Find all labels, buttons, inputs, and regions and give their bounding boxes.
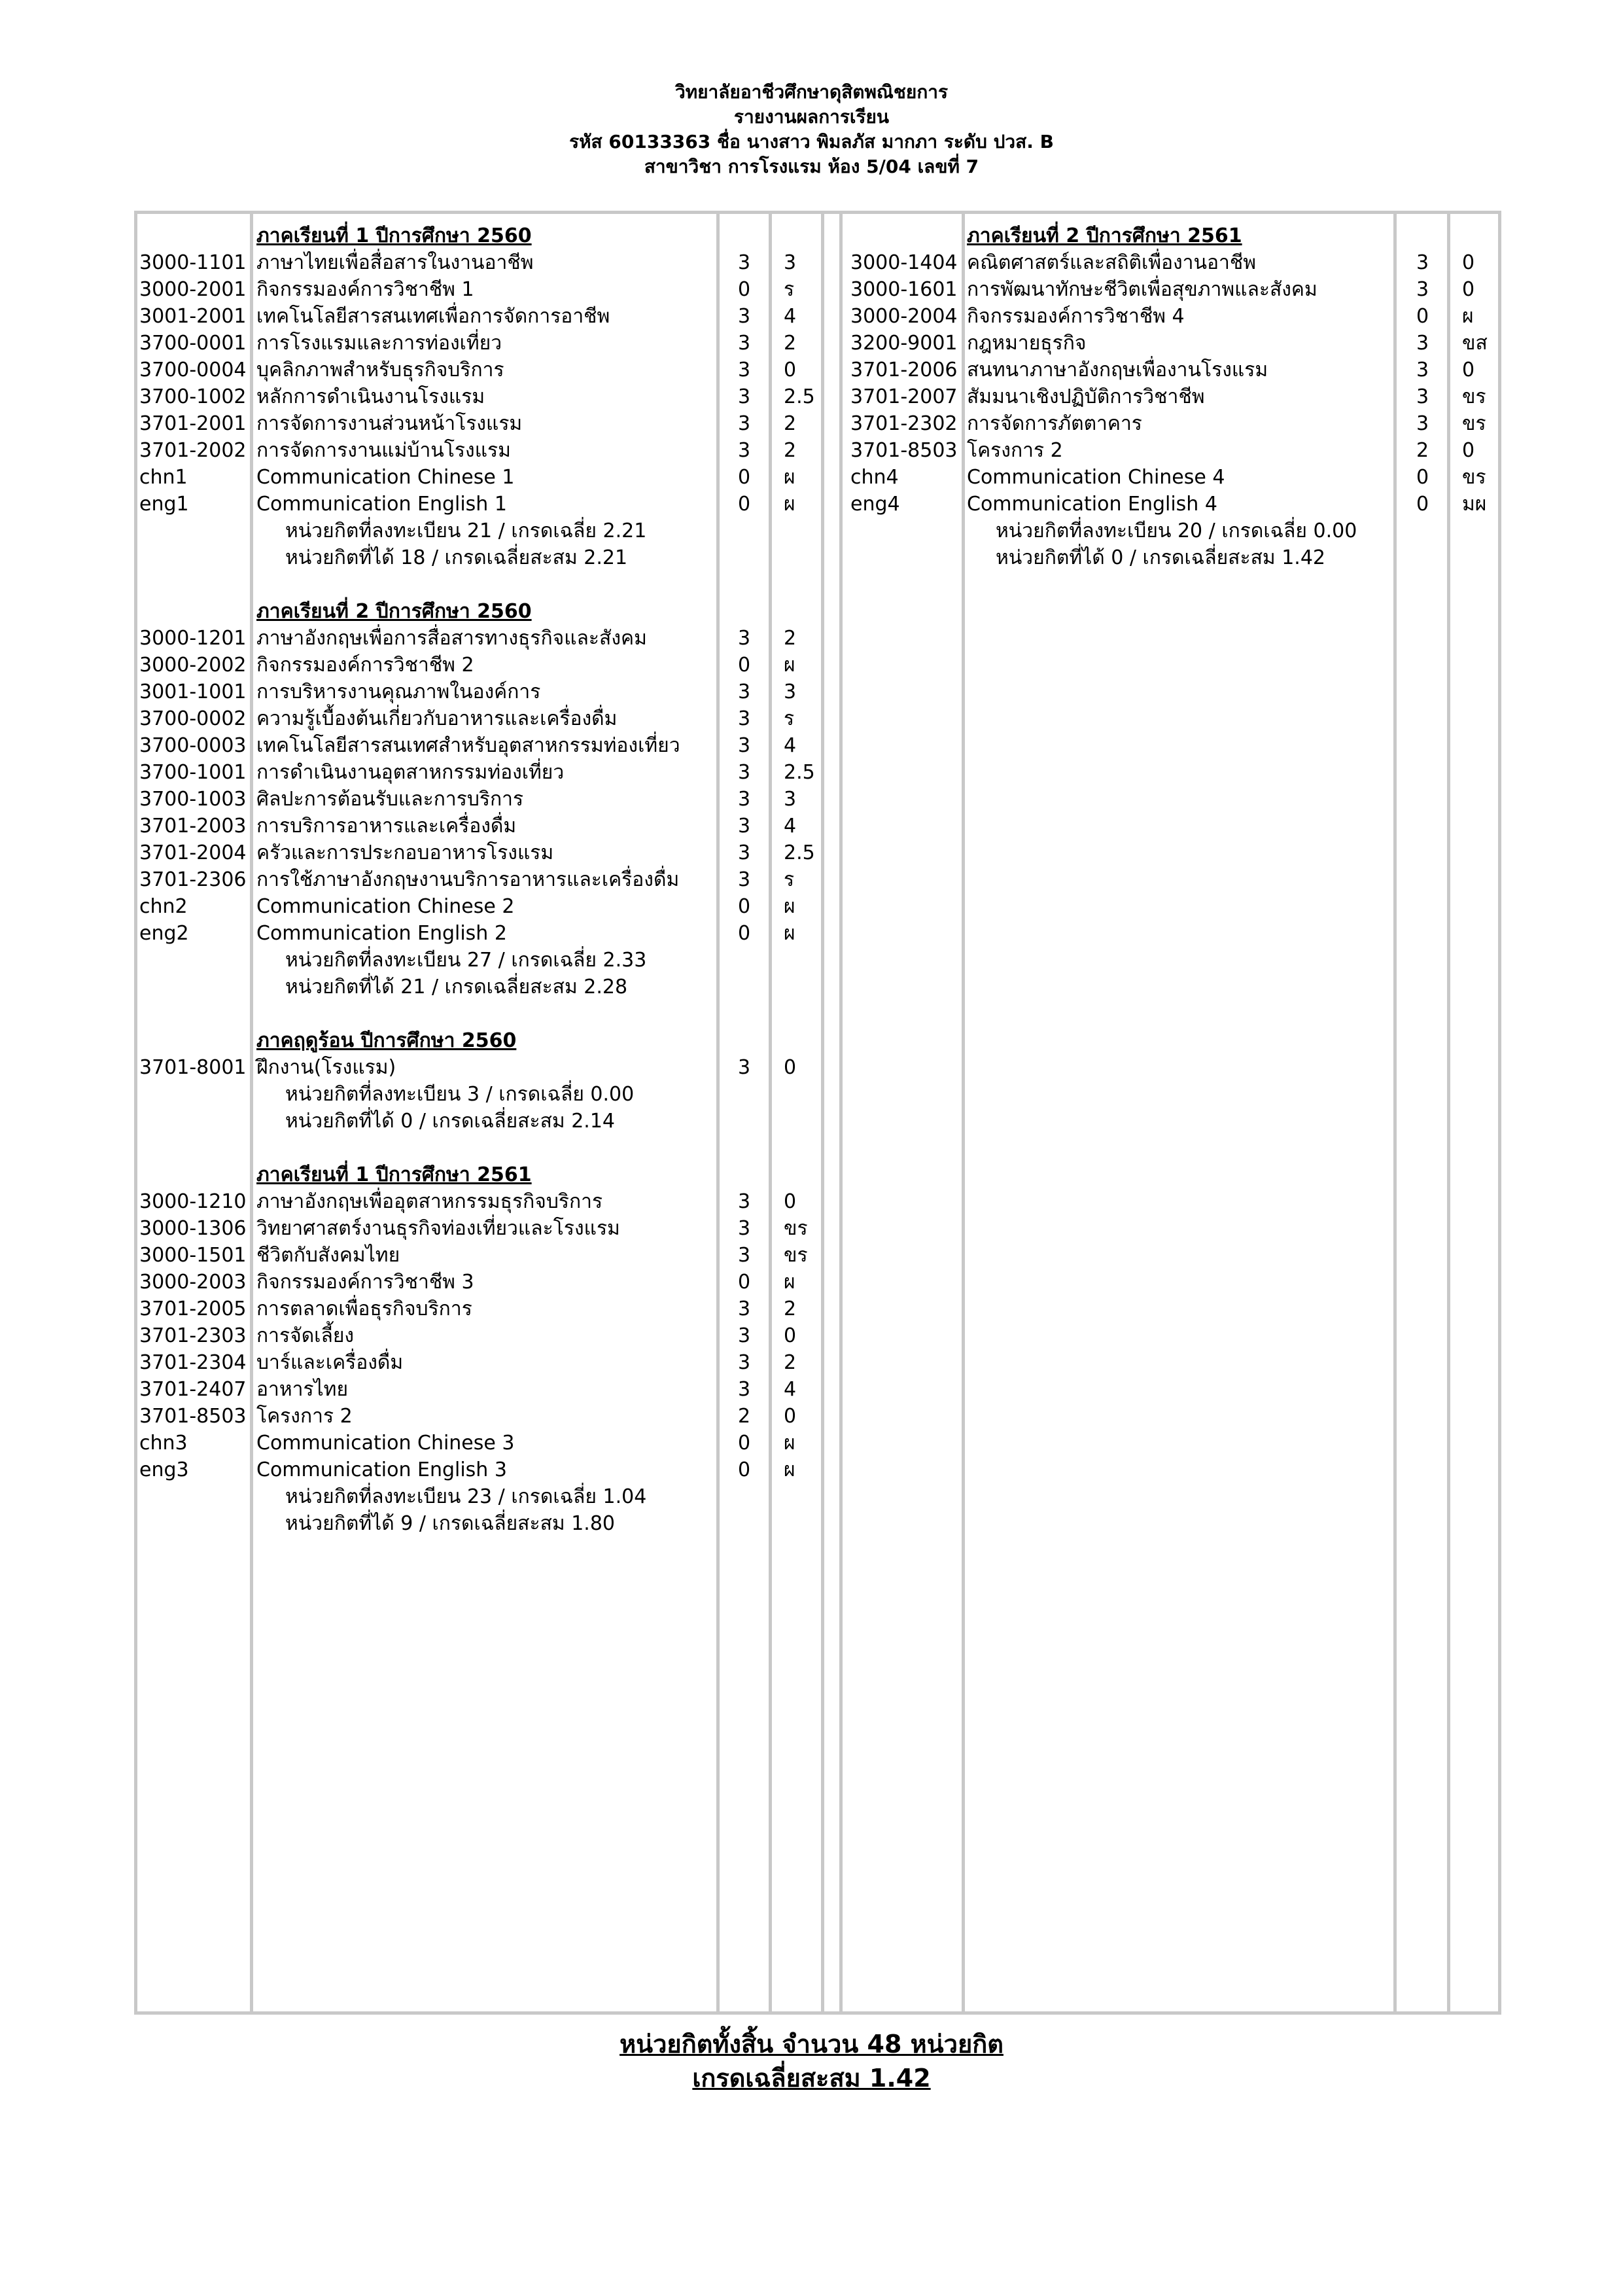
course-credit: 3 (738, 412, 751, 435)
course-grade: 4 (784, 815, 797, 838)
course-code: 3700-0003 (139, 734, 247, 757)
course-code: 3700-1003 (139, 788, 247, 811)
spacer (139, 1510, 252, 1537)
spacer (1416, 518, 1442, 544)
semester-registered-summary: หน่วยกิตที่ลงทะเบียน 21 / เกรดเฉลี่ย 2.21 (285, 520, 647, 542)
spacer (1462, 544, 1501, 571)
course-grade: 0 (784, 1324, 797, 1347)
course-name: การตลาดเพื่อธุรกิจบริการ (256, 1298, 472, 1320)
course-name: ภาษาอังกฤษเพื่อการสื่อสารทางธุรกิจและสังคม (256, 627, 647, 650)
course-code: 3000-2002 (139, 654, 247, 677)
course-code: 3701-2304 (139, 1351, 247, 1374)
course-credit: 3 (738, 1324, 751, 1347)
course-grade: ผ (784, 466, 795, 489)
course-code: 3701-2002 (139, 439, 247, 462)
left-code-column (139, 222, 252, 1537)
spacer (784, 1483, 823, 1510)
course-name: การพัฒนาทักษะชีวิตเพื่อสุขภาพและสังคม (967, 278, 1318, 301)
spacer (784, 571, 823, 598)
semester-title: ภาคเรียนที่ 1 ปีการศึกษา 2560 (256, 224, 532, 247)
course-code: 3701-2306 (139, 868, 247, 891)
course-credit: 3 (738, 761, 751, 784)
spacer (139, 974, 252, 1000)
course-grade: 0 (784, 1405, 797, 1428)
course-name: เทคโนโลยีสารสนเทศสำหรับอุตสาหกรรมท่องเที่ยว (256, 734, 680, 757)
course-name: Communication English 1 (256, 493, 507, 516)
spacer (850, 544, 963, 571)
course-code: 3701-2302 (850, 412, 958, 435)
column-divider (1393, 211, 1397, 2015)
course-grade: มผ (1462, 493, 1487, 516)
right-name-column (967, 222, 1392, 571)
course-name: บุคลิกภาพสำหรับธุรกิจบริการ (256, 359, 504, 381)
spacer (738, 1135, 764, 1161)
course-code: chn4 (850, 466, 899, 489)
spacer (784, 974, 823, 1000)
semester-title: ภาคเรียนที่ 2 ปีการศึกษา 2561 (967, 224, 1242, 247)
course-grade: ผ (784, 493, 795, 516)
course-code: 3000-1404 (850, 251, 958, 274)
course-grade: ผ (784, 922, 795, 945)
course-name: Communication English 4 (967, 493, 1217, 516)
spacer (139, 1483, 252, 1510)
course-credit: 0 (1416, 305, 1429, 328)
course-code: chn3 (139, 1432, 188, 1455)
course-code: eng2 (139, 922, 189, 945)
course-code: 3701-8001 (139, 1056, 247, 1079)
course-credit: 3 (738, 707, 751, 730)
column-divider (769, 211, 772, 2015)
spacer (784, 1000, 823, 1027)
course-code: 3000-1210 (139, 1190, 247, 1213)
course-code: 3700-1002 (139, 385, 247, 408)
report-title: รายงานผลการเรียน (733, 106, 890, 128)
course-name: การใช้ภาษาอังกฤษงานบริการอาหารและเครื่องดื่ม (256, 868, 680, 891)
course-code: 3701-2303 (139, 1324, 247, 1347)
report-header (0, 80, 1623, 179)
course-name: ภาษาอังกฤษเพื่ออุตสาหกรรมธุรกิจบริการ (256, 1190, 603, 1213)
course-code: 3001-2001 (139, 305, 247, 328)
college-name: วิทยาลัยอาชีวศึกษาดุสิตพณิชยการ (674, 81, 949, 103)
course-code: 3701-2006 (850, 359, 958, 381)
spacer (139, 518, 252, 544)
course-code: 3701-2407 (139, 1378, 247, 1401)
course-name: ชีวิตกับสังคมไทย (256, 1244, 400, 1267)
course-credit: 3 (738, 385, 751, 408)
course-grade: ผ (784, 1271, 795, 1294)
course-name: ครัวและการประกอบอาหารโรงแรม (256, 841, 554, 864)
course-name: อาหารไทย (256, 1378, 349, 1401)
course-grade: ร (784, 707, 795, 730)
course-credit: 3 (738, 841, 751, 864)
course-grade: ผ (784, 1432, 795, 1455)
course-credit: 3 (738, 305, 751, 328)
course-credit: 3 (738, 1298, 751, 1320)
course-grade: 3 (784, 251, 797, 274)
course-name: หลักการดำเนินงานโรงแรม (256, 385, 485, 408)
spacer (738, 598, 764, 625)
course-credit: 3 (738, 1217, 751, 1240)
spacer (139, 1108, 252, 1135)
course-code: 3000-2001 (139, 278, 247, 301)
course-credit: 0 (738, 1432, 751, 1455)
course-credit: 3 (1416, 251, 1429, 274)
course-code: 3700-0002 (139, 707, 247, 730)
course-grade: ขร (1462, 385, 1486, 408)
spacer (1462, 518, 1501, 544)
spacer (139, 1000, 252, 1027)
spacer (784, 518, 823, 544)
course-name: วิทยาศาสตร์งานธุรกิจท่องเที่ยวและโรงแรม (256, 1217, 620, 1240)
course-grade: 0 (784, 359, 797, 381)
course-grade: 0 (784, 1190, 797, 1213)
program-info: สาขาวิชา การโรงแรม ห้อง 5/04 เลขที่ 7 (644, 156, 979, 177)
course-name: การบริหารงานคุณภาพในองค์การ (256, 680, 541, 703)
course-credit: 0 (738, 278, 751, 301)
spacer (738, 1108, 764, 1135)
spacer (784, 1108, 823, 1135)
course-code: chn2 (139, 895, 188, 918)
course-grade: 2 (784, 332, 797, 355)
course-credit: 3 (738, 734, 751, 757)
course-credit: 3 (738, 680, 751, 703)
semester-title: ภาคฤดูร้อน ปีการศึกษา 2560 (256, 1029, 517, 1052)
spacer (784, 598, 823, 625)
course-credit: 2 (1416, 439, 1429, 462)
course-credit: 3 (738, 788, 751, 811)
course-name: การจัดเลี้ยง (256, 1324, 355, 1347)
semester-earned-summary: หน่วยกิตที่ได้ 0 / เกรดเฉลี่ยสะสม 1.42 (996, 546, 1326, 569)
course-name: เทคโนโลยีสารสนเทศเพื่อการจัดการอาชีพ (256, 305, 610, 328)
spacer (139, 1027, 252, 1054)
course-name: การจัดการงานแม่บ้านโรงแรม (256, 439, 511, 462)
course-code: 3000-2004 (850, 305, 958, 328)
spacer (850, 518, 963, 544)
course-name: กฎหมายธุรกิจ (967, 332, 1087, 355)
semester-title: ภาคเรียนที่ 1 ปีการศึกษา 2561 (256, 1163, 532, 1186)
course-name: การดำเนินงานอุตสาหกรรมท่องเที่ยว (256, 761, 565, 784)
course-code: 3701-2005 (139, 1298, 247, 1320)
course-grade: ร (784, 868, 795, 891)
semester-earned-summary: หน่วยกิตที่ได้ 0 / เกรดเฉลี่ยสะสม 2.14 (285, 1110, 616, 1133)
spacer (1416, 222, 1442, 249)
course-name: โครงการ 2 (967, 439, 1063, 462)
course-credit: 3 (738, 439, 751, 462)
semester-earned-summary: หน่วยกิตที่ได้ 18 / เกรดเฉลี่ยสะสม 2.21 (285, 546, 628, 569)
semester-title: ภาคเรียนที่ 2 ปีการศึกษา 2560 (256, 600, 532, 623)
course-credit: 3 (738, 868, 751, 891)
spacer (850, 222, 963, 249)
course-credit: 3 (738, 627, 751, 650)
course-name: ศิลปะการต้อนรับและการบริการ (256, 788, 524, 811)
course-code: chn1 (139, 466, 188, 489)
course-name: การโรงแรมและการท่องเที่ยว (256, 332, 502, 355)
semester-registered-summary: หน่วยกิตที่ลงทะเบียน 23 / เกรดเฉลี่ย 1.04 (285, 1485, 647, 1508)
course-grade: ขส (1462, 332, 1488, 355)
transcript-footer (0, 2027, 1623, 2095)
spacer (738, 1483, 764, 1510)
spacer (738, 1081, 764, 1108)
spacer (1462, 222, 1501, 249)
course-name: ความรู้เบื้องต้นเกี่ยวกับอาหารและเครื่องดื่ม (256, 707, 618, 730)
course-name: Communication Chinese 4 (967, 466, 1225, 489)
course-grade: 2.5 (784, 385, 815, 408)
course-credit: 3 (1416, 332, 1429, 355)
course-grade: ขร (784, 1244, 808, 1267)
course-code: 3701-2004 (139, 841, 247, 864)
total-credits: หน่วยกิตทั้งสิ้น จำนวน 48 หน่วยกิต (620, 2030, 1003, 2058)
spacer (139, 947, 252, 974)
course-code: eng1 (139, 493, 189, 516)
spacer (784, 544, 823, 571)
spacer (738, 1161, 764, 1188)
left-credit-column (738, 222, 764, 1537)
course-grade: 2 (784, 412, 797, 435)
course-grade: 2.5 (784, 761, 815, 784)
course-code: 3000-1306 (139, 1217, 247, 1240)
spacer (784, 947, 823, 974)
course-credit: 0 (738, 1271, 751, 1294)
course-code: 3701-2001 (139, 412, 247, 435)
left-grade-column (784, 222, 823, 1537)
course-grade: 0 (1462, 439, 1475, 462)
course-credit: 3 (1416, 359, 1429, 381)
course-credit: 0 (738, 922, 751, 945)
course-name: สนทนาภาษาอังกฤษเพื่องานโรงแรม (967, 359, 1268, 381)
course-credit: 3 (738, 1056, 751, 1079)
course-name: ฝึกงาน(โรงแรม) (256, 1056, 396, 1079)
left-name-column (256, 222, 714, 1537)
course-code: 3200-9001 (850, 332, 958, 355)
course-grade: 4 (784, 305, 797, 328)
course-name: สัมมนาเชิงปฏิบัติการวิชาชีพ (967, 385, 1205, 408)
course-grade: ผ (784, 1458, 795, 1481)
spacer (784, 1081, 823, 1108)
course-name: Communication Chinese 2 (256, 895, 515, 918)
course-code: 3000-1201 (139, 627, 247, 650)
course-code: 3000-2003 (139, 1271, 247, 1294)
column-divider (839, 211, 843, 2015)
course-grade: ขร (784, 1217, 808, 1240)
spacer (738, 544, 764, 571)
course-credit: 0 (738, 1458, 751, 1481)
column-divider (1447, 211, 1450, 2015)
spacer (738, 1027, 764, 1054)
course-code: 3701-8503 (139, 1405, 247, 1428)
spacer (1416, 544, 1442, 571)
course-code: 3701-2003 (139, 815, 247, 838)
course-grade: ผ (784, 895, 795, 918)
spacer (784, 1135, 823, 1161)
course-grade: ร (784, 278, 795, 301)
course-code: 3701-8503 (850, 439, 958, 462)
course-code: 3001-1001 (139, 680, 247, 703)
course-credit: 3 (1416, 412, 1429, 435)
spacer (738, 1510, 764, 1537)
course-grade: 0 (1462, 251, 1475, 274)
course-grade: 4 (784, 734, 797, 757)
course-grade: 2 (784, 1351, 797, 1374)
spacer (784, 1027, 823, 1054)
course-credit: 3 (738, 815, 751, 838)
spacer (256, 1000, 714, 1027)
semester-earned-summary: หน่วยกิตที่ได้ 21 / เกรดเฉลี่ยสะสม 2.28 (285, 976, 628, 998)
course-grade: 3 (784, 680, 797, 703)
course-credit: 0 (1416, 493, 1429, 516)
course-name: กิจกรรมองค์การวิชาชีพ 2 (256, 654, 474, 677)
course-code: eng3 (139, 1458, 189, 1481)
course-grade: 2.5 (784, 841, 815, 864)
course-name: Communication English 3 (256, 1458, 507, 1481)
column-divider (716, 211, 720, 2015)
course-code: 3000-1501 (139, 1244, 247, 1267)
course-credit: 3 (738, 251, 751, 274)
course-credit: 0 (738, 895, 751, 918)
course-credit: 3 (738, 1378, 751, 1401)
course-credit: 3 (1416, 385, 1429, 408)
course-grade: 2 (784, 627, 797, 650)
course-grade: 2 (784, 439, 797, 462)
course-name: การจัดการงานส่วนหน้าโรงแรม (256, 412, 523, 435)
course-grade: 0 (1462, 359, 1475, 381)
course-grade: 3 (784, 788, 797, 811)
course-name: กิจกรรมองค์การวิชาชีพ 3 (256, 1271, 474, 1294)
spacer (784, 1161, 823, 1188)
course-code: 3700-0001 (139, 332, 247, 355)
spacer (139, 222, 252, 249)
course-grade: 0 (1462, 278, 1475, 301)
course-code: 3700-0004 (139, 359, 247, 381)
course-name: Communication Chinese 1 (256, 466, 515, 489)
course-name: กิจกรรมองค์การวิชาชีพ 1 (256, 278, 474, 301)
course-grade: ขร (1462, 412, 1486, 435)
semester-earned-summary: หน่วยกิตที่ได้ 9 / เกรดเฉลี่ยสะสม 1.80 (285, 1512, 616, 1535)
course-grade: ขร (1462, 466, 1486, 489)
course-credit: 2 (738, 1405, 751, 1428)
spacer (139, 571, 252, 598)
spacer (738, 518, 764, 544)
course-credit: 3 (738, 359, 751, 381)
spacer (738, 571, 764, 598)
course-credit: 0 (738, 493, 751, 516)
course-credit: 0 (738, 654, 751, 677)
course-grade: ผ (1462, 305, 1474, 328)
spacer (139, 1161, 252, 1188)
course-code: 3000-1601 (850, 278, 958, 301)
spacer (738, 222, 764, 249)
course-grade: ผ (784, 654, 795, 677)
spacer (139, 1135, 252, 1161)
right-credit-column (1416, 222, 1442, 571)
course-name: การบริการอาหารและเครื่องดื่ม (256, 815, 517, 838)
course-name: คณิตศาสตร์และสถิติเพื่องานอาชีพ (967, 251, 1257, 274)
course-name: โครงการ 2 (256, 1405, 353, 1428)
semester-registered-summary: หน่วยกิตที่ลงทะเบียน 20 / เกรดเฉลี่ย 0.00 (996, 520, 1357, 542)
course-credit: 0 (1416, 466, 1429, 489)
course-credit: 3 (738, 1244, 751, 1267)
course-code: 3701-2007 (850, 385, 958, 408)
course-name: Communication English 2 (256, 922, 507, 945)
student-info: รหัส 60133363 ชื่อ นางสาว พิมลภัส มากภา ระดับ ปวส. B (569, 131, 1054, 152)
course-grade: 0 (784, 1056, 797, 1079)
course-credit: 3 (738, 332, 751, 355)
course-credit: 3 (738, 1351, 751, 1374)
semester-registered-summary: หน่วยกิตที่ลงทะเบียน 27 / เกรดเฉลี่ย 2.33 (285, 949, 647, 972)
spacer (784, 222, 823, 249)
course-name: การจัดการภัตตาคาร (967, 412, 1142, 435)
spacer (139, 598, 252, 625)
right-code-column (850, 222, 963, 571)
course-credit: 3 (1416, 278, 1429, 301)
spacer (256, 1135, 714, 1161)
course-credit: 0 (738, 466, 751, 489)
course-code: eng4 (850, 493, 900, 516)
course-credit: 3 (738, 1190, 751, 1213)
course-name: Communication Chinese 3 (256, 1432, 515, 1455)
semester-registered-summary: หน่วยกิตที่ลงทะเบียน 3 / เกรดเฉลี่ย 0.00 (285, 1083, 635, 1106)
cumulative-gpa: เกรดเฉลี่ยสะสม 1.42 (692, 2064, 931, 2093)
spacer (139, 1081, 252, 1108)
spacer (738, 947, 764, 974)
spacer (738, 1000, 764, 1027)
course-grade: 4 (784, 1378, 797, 1401)
course-code: 3000-1101 (139, 251, 247, 274)
spacer (784, 1510, 823, 1537)
right-grade-column (1462, 222, 1501, 571)
course-name: บาร์และเครื่องดื่ม (256, 1351, 404, 1374)
spacer (738, 974, 764, 1000)
course-name: กิจกรรมองค์การวิชาชีพ 4 (967, 305, 1185, 328)
course-code: 3700-1001 (139, 761, 247, 784)
spacer (139, 544, 252, 571)
course-grade: 2 (784, 1298, 797, 1320)
spacer (256, 571, 714, 598)
course-name: ภาษาไทยเพื่อสื่อสารในงานอาชีพ (256, 251, 534, 274)
